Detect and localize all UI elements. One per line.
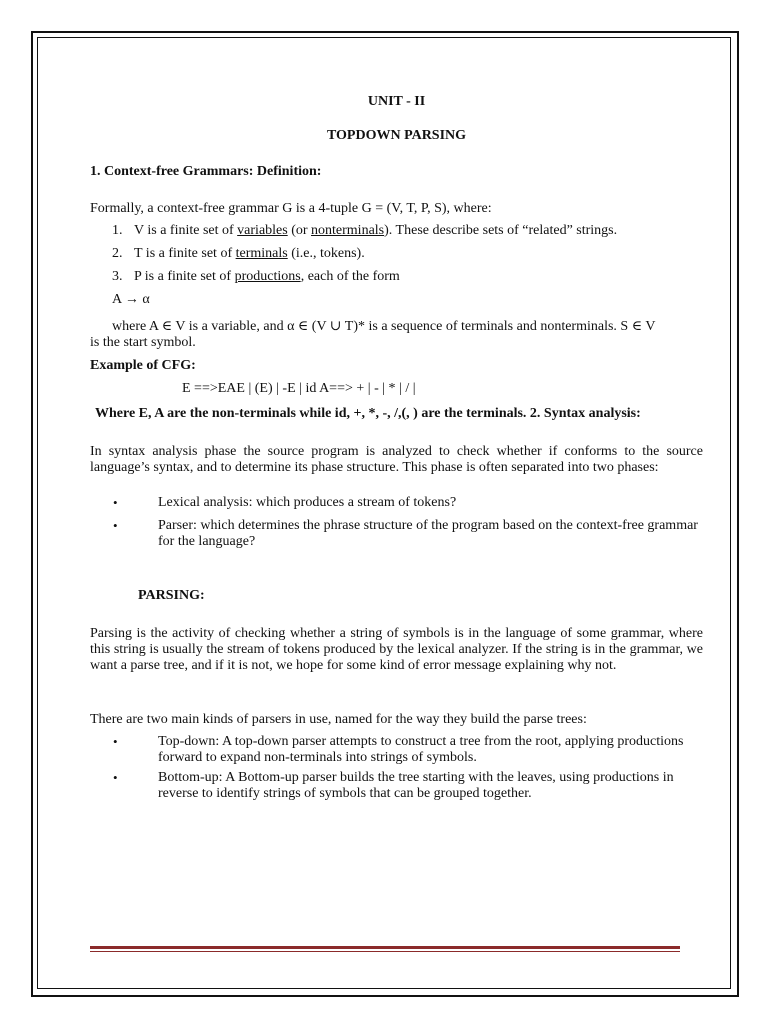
cfg-where-line-2: is the start symbol. <box>90 335 196 350</box>
term-variables: variables <box>237 223 288 238</box>
bullet-text: Parser: which determines the phrase structure of the program based on the context-free grammar for the language? <box>158 518 698 549</box>
production-form: A → α <box>112 292 150 307</box>
parsers-intro: There are two main kinds of parsers in use, named for the way they build the parse trees: <box>90 712 587 727</box>
footer-rule-thick <box>90 946 680 949</box>
term-nonterminals: nonterminals <box>311 223 385 238</box>
bullet-glyph: • <box>113 770 118 785</box>
bullet-glyph: • <box>113 734 118 749</box>
bullet-text: Bottom-up: A Bottom-up parser builds the tree starting with the leaves, using productions in reverse to identify strings of symbols that can be grouped together. <box>158 770 674 801</box>
footer-rule <box>90 946 680 952</box>
syntax-analysis-paragraph: In syntax analysis phase the source program is analyzed to check whether if conforms to the source language’s syntax, and to determine its phase structure. This phase is often separated into two phases: <box>90 444 703 475</box>
section-heading-cfg: 1. Context-free Grammars: Definition: <box>90 164 322 179</box>
term-productions: productions <box>234 269 301 284</box>
cfg-item-2 <box>112 246 702 262</box>
cfg-where-line-1: where A ∈ V is a variable, and α ∈ (V ∪ T)* is a sequence of terminals and nonterminals. S ∈ V <box>112 319 656 334</box>
bullet-text: Top-down: A top-down parser attempts to construct a tree from the root, applying productions forward to expand non-terminals into strings of symbols. <box>158 734 684 765</box>
item-text: (i.e., tokens). <box>287 246 365 261</box>
bullet-glyph: • <box>113 518 118 533</box>
bullet-glyph: • <box>113 495 118 510</box>
example-grammar: E ==>EAE | (E) | -E | id A==> + | - | * | / | <box>182 381 416 396</box>
footer-rule-thin <box>90 951 680 952</box>
item-number: 1. <box>112 223 123 238</box>
item-number: 2. <box>112 246 123 261</box>
item-text: ). These describe sets of “related” strings. <box>384 223 618 238</box>
item-text: T is a finite set of <box>134 246 236 261</box>
document-title: TOPDOWN PARSING <box>326 128 467 143</box>
example-heading: Example of CFG: <box>90 358 196 373</box>
bullet-text: Lexical analysis: which produces a stream of tokens? <box>158 495 457 510</box>
cfg-intro: Formally, a context-free grammar G is a 4-tuple G = (V, T, P, S), where: <box>90 201 492 216</box>
term-terminals: terminals <box>235 246 288 261</box>
item-text: (or <box>287 223 312 238</box>
unit-heading: UNIT - II <box>367 94 426 109</box>
item-number: 3. <box>112 269 123 284</box>
parsing-paragraph: Parsing is the activity of checking whether a string of symbols is in the language of some grammar, where this string is usually the stream of tokens produced by the lexical analyzer. If the string is in the grammar, we want a parse tree, and if it is not, we hope for some kind of error message explaining why not. <box>90 626 703 673</box>
parsing-heading: PARSING: <box>138 588 205 603</box>
cfg-item-3 <box>112 269 702 285</box>
example-note: Where E, A are the non-terminals while id, +, *, -, /,(, ) are the terminals. 2. Syntax analysis: <box>95 406 641 421</box>
cfg-item-1 <box>112 223 702 239</box>
item-text: , each of the form <box>300 269 400 284</box>
item-text: V is a finite set of <box>134 223 238 238</box>
item-text: P is a finite set of <box>134 269 235 284</box>
